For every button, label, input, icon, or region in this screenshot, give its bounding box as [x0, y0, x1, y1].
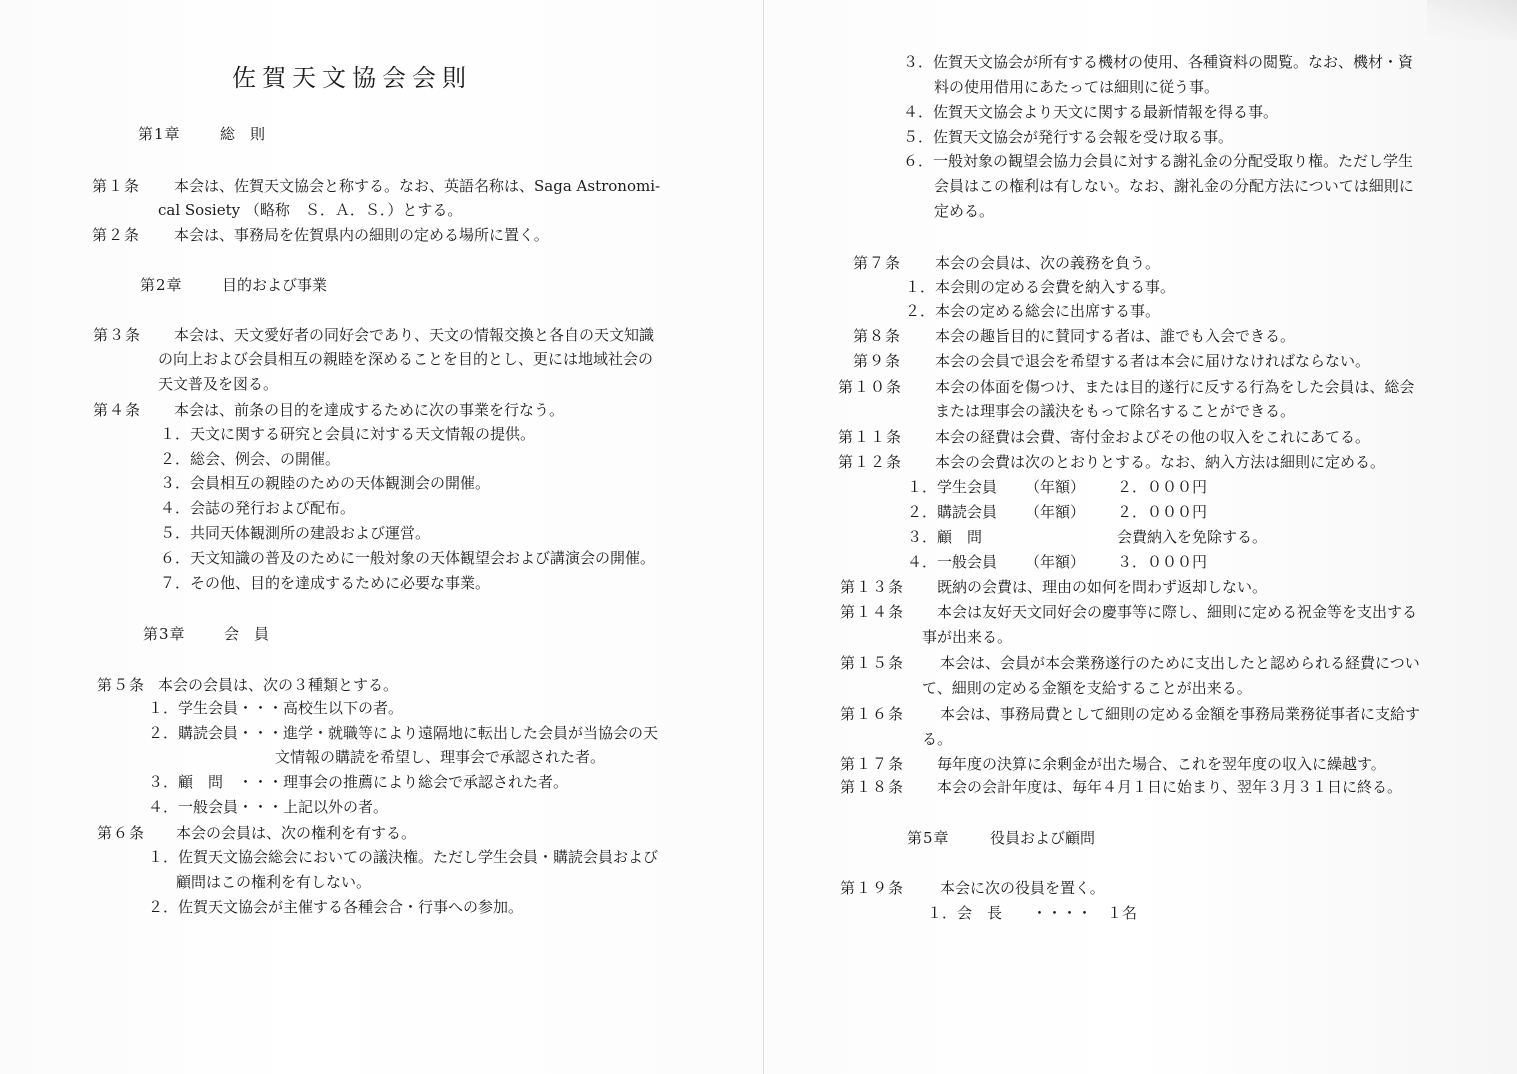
- article-11-label: 第１１条: [838, 428, 903, 446]
- article-3-text: 天文普及を図る。: [158, 375, 279, 393]
- article-14-text: 事が出来る。: [922, 628, 1013, 646]
- list-item: １．学生会員・・・高校生以下の者。: [148, 699, 404, 717]
- list-item: ３．会員相互の親睦のための天体観測会の開催。: [160, 474, 491, 492]
- article-3-text: の向上および会員相互の親睦を深めることを目的とし、更には地域社会の: [158, 350, 654, 368]
- article-15-text: て、細則の定める金額を支給することが出来る。: [922, 679, 1252, 697]
- fee-name: １．学生会員: [907, 478, 998, 496]
- chapter-2-label: 第2章: [140, 276, 183, 294]
- chapter-2-title: 目的および事業: [222, 276, 328, 294]
- article-12-text: 本会の会費は次のとおりとする。なお、納入方法は細則に定める。: [935, 453, 1386, 471]
- page-corner: [1427, 0, 1517, 40]
- list-item: 料の使用借用にあたっては細則に従う事。: [934, 78, 1220, 96]
- article-9-label: 第９条: [853, 352, 902, 370]
- article-19-text: 本会に次の役員を置く。: [940, 879, 1105, 897]
- article-10-text: または理事会の議決をもって除名することができる。: [935, 402, 1296, 420]
- chapter-3-label: 第3章: [143, 625, 186, 643]
- fee-amount: ２．０００円: [1117, 503, 1208, 521]
- chapter-5-title: 役員および顧問: [990, 829, 1096, 847]
- article-4-text: 本会は、前条の目的を達成するために次の事業を行なう。: [174, 401, 565, 419]
- fee-name: ２．購読会員: [907, 503, 998, 521]
- list-item: ４．佐賀天文協会より天文に関する最新情報を得る事。: [903, 103, 1279, 121]
- list-item: ２．佐賀天文協会が主催する各種会合・行事への参加。: [148, 898, 524, 916]
- article-14-label: 第１４条: [840, 603, 905, 621]
- article-8-text: 本会の趣旨目的に賛同する者は、誰でも入会できる。: [935, 327, 1296, 345]
- list-item: １．会 長 ・・・・ １名: [927, 904, 1138, 922]
- article-15-text: 本会は、会員が本会業務遂行のために支出したと認められる経費につい: [940, 654, 1420, 672]
- fee-amount: ３．０００円: [1117, 553, 1208, 571]
- article-16-label: 第１６条: [840, 705, 905, 723]
- document-title: 佐賀天文協会会則: [232, 64, 472, 92]
- list-item: ５．佐賀天文協会が発行する会報を受け取る事。: [903, 128, 1234, 146]
- article-2-label: 第２条: [92, 226, 141, 244]
- list-item: ５．共同天体観測所の建設および運営。: [160, 524, 431, 542]
- fee-name: ３．顧 問: [907, 528, 983, 546]
- article-7-label: 第７条: [853, 254, 902, 272]
- list-item: １．天文に関する研究と会員に対する天文情報の提供。: [160, 425, 536, 443]
- list-item: 顧問はこの権利を有しない。: [176, 873, 372, 891]
- fee-period: （年額）: [1025, 503, 1086, 521]
- list-item: ４．一般会員・・・上記以外の者。: [148, 798, 389, 816]
- fee-name: ４．一般会員: [907, 553, 998, 571]
- article-6-text: 本会の会員は、次の権利を有する。: [176, 824, 417, 842]
- chapter-1-label: 第1章: [138, 125, 181, 143]
- list-item: １．本会則の定める会費を納入する事。: [905, 278, 1176, 296]
- article-16-text: る。: [922, 730, 953, 748]
- article-1-label: 第１条: [92, 177, 141, 195]
- article-13-text: 既納の会費は、理由の如何を問わず返却しない。: [937, 578, 1268, 596]
- article-4-label: 第４条: [93, 401, 142, 419]
- list-item: ３．顧 問 ・・・理事会の推薦により総会で承認された者。: [148, 773, 569, 791]
- article-14-text: 本会は友好天文同好会の慶事等に際し、細則に定める祝金等を支出する: [937, 603, 1418, 621]
- list-item: 定める。: [934, 202, 995, 220]
- article-19-label: 第１９条: [840, 879, 905, 897]
- article-9-text: 本会の会員で退会を希望する者は本会に届けなければならない。: [935, 352, 1371, 370]
- list-item: ７．その他、目的を達成するために必要な事業。: [160, 574, 491, 592]
- chapter-1-title: 総 則: [220, 125, 266, 143]
- article-1-text: cal Sosiety （略称 Ｓ．Ａ．Ｓ．）とする。: [158, 201, 463, 219]
- chapter-5-label: 第5章: [907, 829, 950, 847]
- fold-line: [763, 0, 764, 1074]
- list-item: ６．天文知識の普及のために一般対象の天体観望会および講演会の開催。: [160, 549, 656, 567]
- list-item: ２．本会の定める総会に出席する事。: [905, 302, 1161, 320]
- list-item: ３．佐賀天文協会が所有する機材の使用、各種資料の閲覧。なお、機材・資: [903, 53, 1414, 71]
- article-3-text: 本会は、天文愛好者の同好会であり、天文の情報交換と各自の天文知識: [174, 326, 655, 344]
- article-11-text: 本会の経費は会費、寄付金およびその他の収入をこれにあてる。: [935, 428, 1371, 446]
- article-16-text: 本会は、事務局費として細則の定める金額を事務局業務従事者に支給す: [940, 705, 1421, 723]
- article-18-label: 第１８条: [840, 778, 905, 796]
- article-15-label: 第１５条: [840, 654, 905, 672]
- chapter-3-title: 会 員: [224, 625, 270, 643]
- article-7-text: 本会の会員は、次の義務を負う。: [935, 254, 1161, 272]
- article-5-text: 本会の会員は、次の３種類とする。: [158, 676, 399, 694]
- list-item: ２．総会、例会、の開催。: [160, 450, 341, 468]
- article-5-label: 第５条: [97, 676, 146, 694]
- fee-amount: 会費納入を免除する。: [1117, 528, 1268, 546]
- article-2-text: 本会は、事務局を佐賀県内の細則の定める場所に置く。: [174, 226, 549, 244]
- article-17-text: 毎年度の決算に余剰金が出た場合、これを翌年度の収入に繰越す。: [937, 755, 1386, 773]
- fee-period: （年額）: [1025, 553, 1086, 571]
- article-18-text: 本会の会計年度は、毎年４月１日に始まり、翌年３月３１日に終る。: [937, 778, 1403, 796]
- article-6-label: 第６条: [97, 824, 146, 842]
- fee-amount: ２．０００円: [1117, 478, 1208, 496]
- fee-period: （年額）: [1025, 478, 1086, 496]
- article-17-label: 第１７条: [840, 755, 905, 773]
- article-1-text: 本会は、佐賀天文協会と称する。なお、英語名称は、Saga Astronomi-: [174, 177, 661, 195]
- article-8-label: 第８条: [853, 327, 902, 345]
- list-item: ４．会誌の発行および配布。: [160, 499, 356, 517]
- list-item: 会員はこの権利は有しない。なお、謝礼金の分配方法については細則に: [934, 177, 1414, 195]
- article-12-label: 第１２条: [838, 453, 903, 471]
- article-3-label: 第３条: [93, 326, 142, 344]
- list-item: １．佐賀天文協会総会においての議決権。ただし学生会員・購読会員および: [148, 848, 659, 866]
- list-item: 文情報の購読を希望し、理事会で承認された者。: [275, 748, 606, 766]
- list-item: ２．購読会員・・・進学・就職等により遠隔地に転出した会員が当協会の天: [148, 724, 659, 742]
- article-10-text: 本会の体面を傷つけ、または目的遂行に反する行為をした会員は、総会: [935, 378, 1415, 396]
- article-10-label: 第１０条: [838, 378, 903, 396]
- list-item: ６．一般対象の観望会協力会員に対する謝礼金の分配受取り権。ただし学生: [903, 152, 1414, 170]
- article-13-label: 第１３条: [840, 578, 905, 596]
